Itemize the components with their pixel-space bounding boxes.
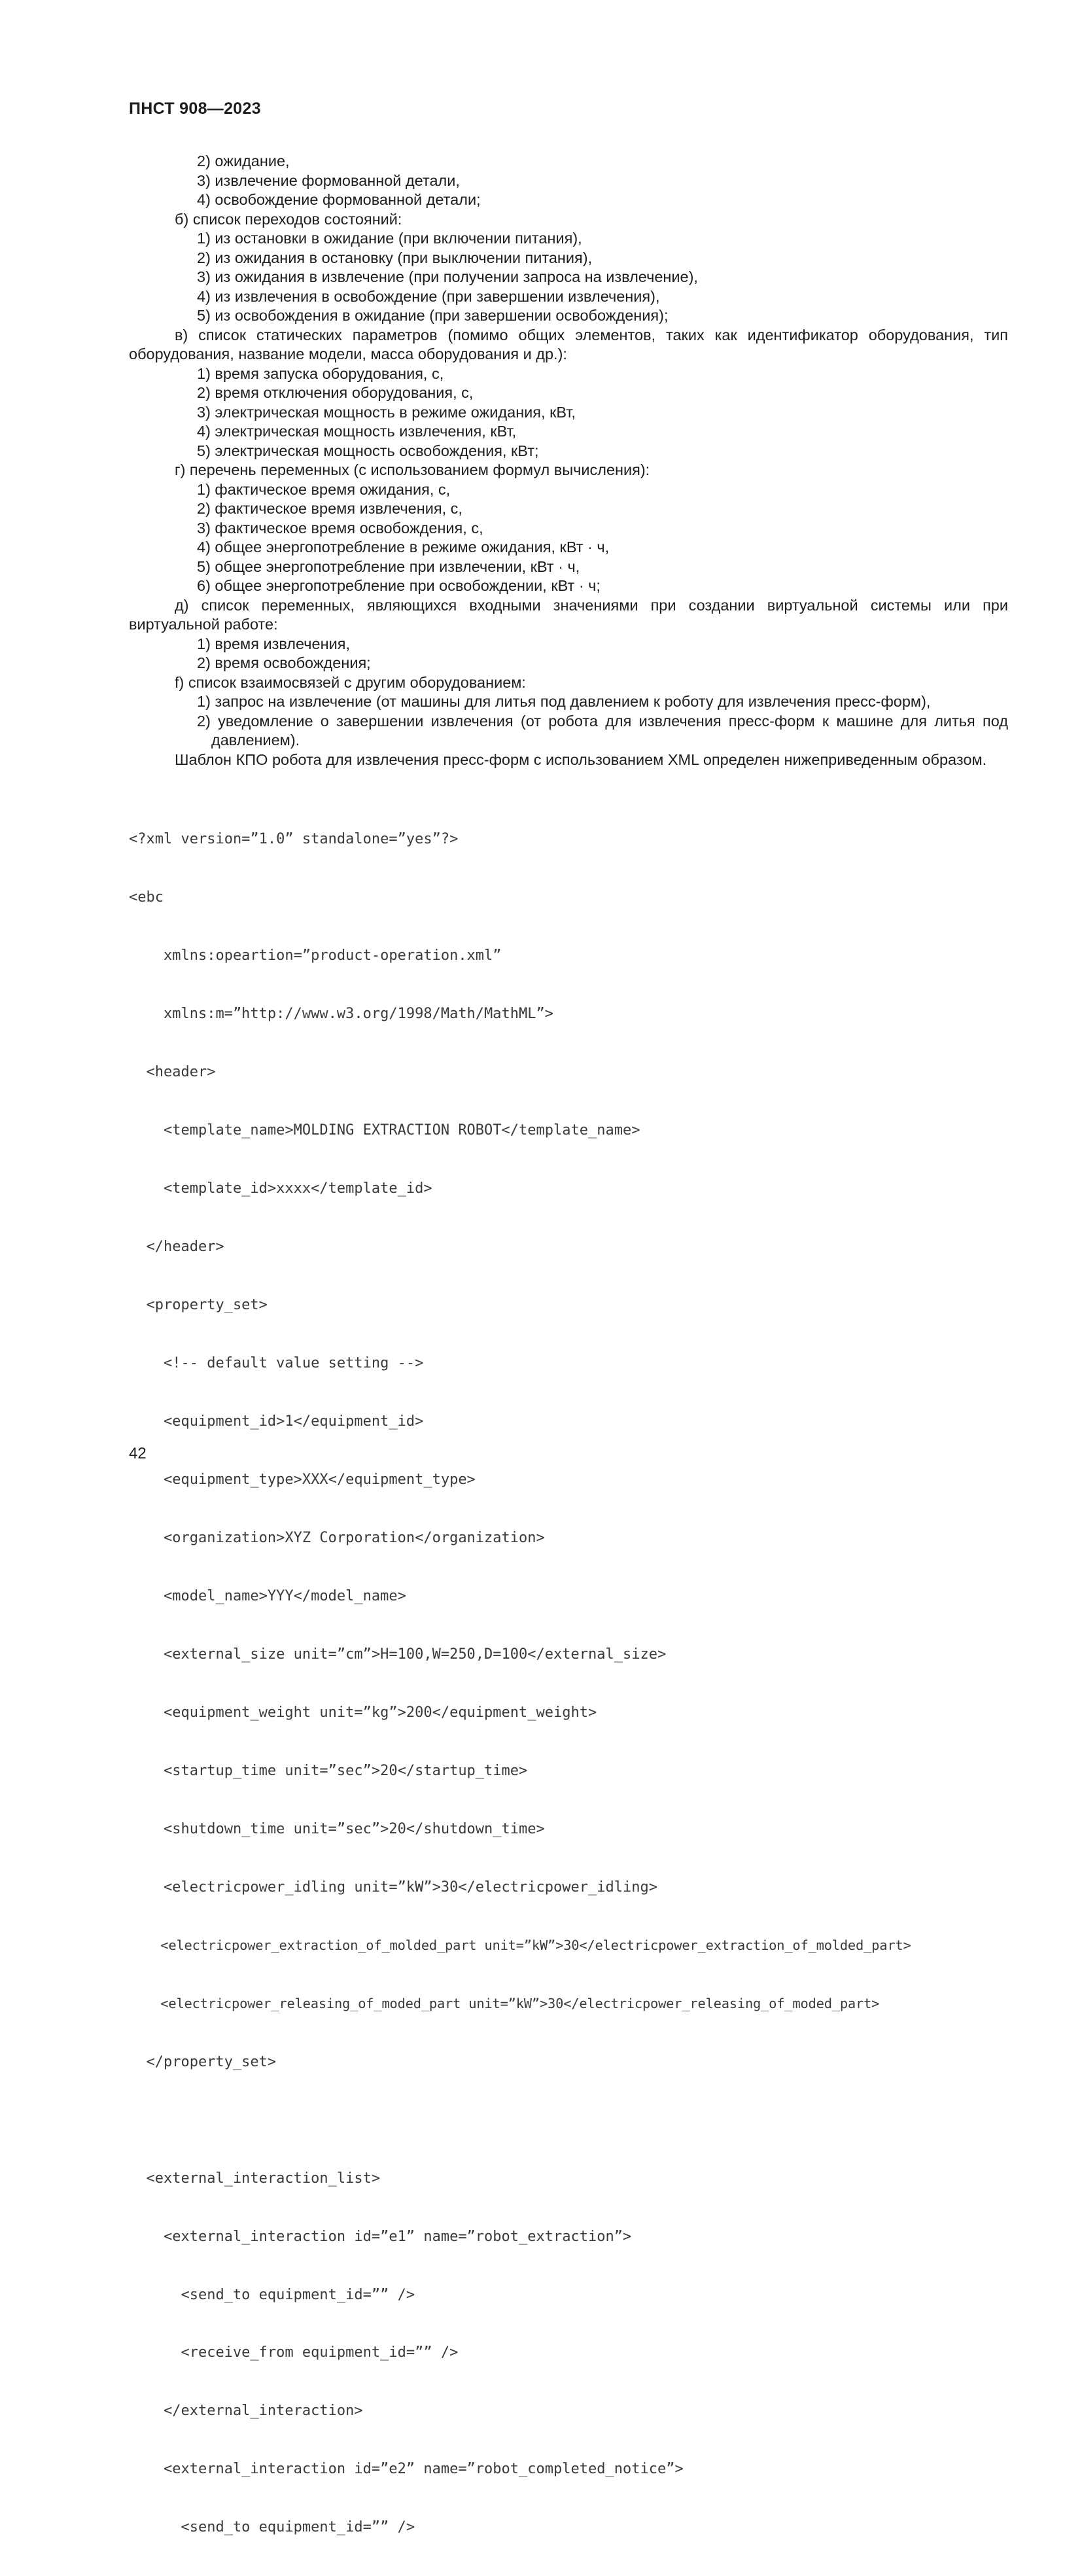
code-line: <equipment_id>1</equipment_id>	[129, 1413, 424, 1430]
list-item: 2) уведомление о завершении извлечения (от робота для извлечения пресс-форм к машине для литья под давлением).	[197, 712, 1008, 749]
list-item: 3) из ожидания в извлечение (при получении запроса на извлечение),	[197, 268, 698, 285]
code-line: <!-- default value setting -->	[129, 1355, 424, 1372]
list-item: 2) из ожидания в остановку (при выключении питания),	[197, 249, 593, 266]
list-heading: f) список взаимосвязей с другим оборудованием:	[175, 673, 526, 691]
list-item: 5) из освобождения в ожидание (при завершении освобождения);	[197, 307, 669, 324]
code-line: <external_interaction_list>	[129, 2170, 381, 2187]
code-line: <ebc	[129, 889, 164, 906]
page-number: 42	[129, 1445, 147, 1462]
list-item: 4) из извлечения в освобождение (при завершении извлечения),	[197, 287, 660, 305]
list-item: 5) электрическая мощность освобождения, кВт;	[197, 442, 539, 459]
code-line: <send_to equipment_id=”” />	[129, 2286, 415, 2303]
list-item: 2) время освобождения;	[197, 654, 371, 671]
code-line: <electricpower_idling unit=”kW”>30</electricpower_idling>	[129, 1879, 657, 1896]
list-item: 1) из остановки в ожидание (при включении питания),	[197, 230, 582, 247]
code-line: <equipment_type>XXX</equipment_type>	[129, 1471, 476, 1488]
code-line: <equipment_weight unit=”kg”>200</equipment_weight>	[129, 1704, 597, 1721]
code-line: xmlns:opeartion=”product-operation.xml”	[129, 947, 502, 964]
code-line: <?xml version=”1.0” standalone=”yes”?>	[129, 831, 459, 848]
code-line: <external_interaction id=”e1” name=”robot_extraction”>	[129, 2228, 632, 2245]
list-item: 2) время отключения оборудования, с,	[197, 384, 474, 401]
standard-designation: ПНСТ 908—2023	[129, 99, 261, 118]
list-item: 2) ожидание,	[197, 152, 290, 169]
list-heading: г) перечень переменных (с использованием формул вычисления):	[175, 461, 650, 478]
list-item: 3) фактическое время освобождения, с,	[197, 519, 483, 537]
list-heading: д) список переменных, являющихся входными значениями при создании виртуальной системы или при виртуальной работе:	[129, 596, 1008, 633]
list-heading: в) список статических параметров (помимо общих элементов, таких как идентификатор оборудования, тип оборудования, название модели, масса оборудования и др.):	[129, 326, 1008, 362]
code-blank-line	[129, 2111, 1019, 2130]
code-line: <startup_time unit=”sec”>20</startup_time>	[129, 1762, 528, 1779]
body-text	[129, 152, 1008, 769]
list-heading: б) список переходов состояний:	[175, 210, 402, 228]
code-line: <template_name>MOLDING EXTRACTION ROBOT</template_name>	[129, 1122, 640, 1139]
code-line: <electricpower_extraction_of_molded_part unit=”kW”>30</electricpower_extraction_of_molded_part>	[129, 1937, 911, 1953]
code-line: <shutdown_time unit=”sec”>20</shutdown_time>	[129, 1820, 545, 1837]
code-line: </external_interaction>	[129, 2403, 363, 2420]
list-item: 3) извлечение формованной детали,	[197, 171, 460, 189]
list-item: 4) электрическая мощность извлечения, кВт,	[197, 423, 517, 440]
list-item: 4) освобождение формованной детали;	[197, 191, 481, 208]
list-item: 1) время запуска оборудования, с,	[197, 364, 444, 382]
code-line: <receive_from equipment_id=”” />	[129, 2344, 459, 2361]
code-line: <template_id>xxxx</template_id>	[129, 1180, 432, 1197]
xml-code-listing	[129, 791, 1019, 2576]
code-line: xmlns:m=”http://www.w3.org/1998/Math/MathML”>	[129, 1006, 554, 1023]
code-line: <external_size unit=”cm”>H=100,W=250,D=100</external_size>	[129, 1646, 667, 1663]
list-item: 3) электрическая мощность в режиме ожидания, кВт,	[197, 403, 576, 421]
list-item: 1) время извлечения,	[197, 635, 350, 652]
code-line: <property_set>	[129, 1297, 268, 1314]
list-item: 1) фактическое время ожидания, с,	[197, 480, 451, 498]
code-line: <send_to equipment_id=”” />	[129, 2519, 415, 2536]
list-item: 5) общее энергопотребление при извлечении, кВт · ч,	[197, 557, 580, 575]
list-item: 6) общее энергопотребление при освобождении, кВт · ч;	[197, 577, 601, 594]
list-item: 1) запрос на извлечение (от машины для литья под давлением к роботу для извлечения пресс-форм),	[197, 693, 931, 710]
code-line: <electricpower_releasing_of_moded_part unit=”kW”>30</electricpower_releasing_of_moded_part>	[129, 1995, 880, 2011]
code-line: </property_set>	[129, 2053, 277, 2070]
list-item: 4) общее энергопотребление в режиме ожидания, кВт · ч,	[197, 538, 610, 556]
code-line: <external_interaction id=”e2” name=”robot_completed_notice”>	[129, 2461, 684, 2478]
code-line: <header>	[129, 1064, 216, 1081]
code-line: </header>	[129, 1239, 224, 1256]
code-line: <organization>XYZ Corporation</organization>	[129, 1529, 545, 1546]
code-line: <model_name>YYY</model_name>	[129, 1587, 406, 1604]
paragraph: Шаблон КПО робота для извлечения пресс-форм с использованием XML определен нижеприведенным образом.	[175, 750, 987, 768]
list-item: 2) фактическое время извлечения, с,	[197, 500, 462, 517]
